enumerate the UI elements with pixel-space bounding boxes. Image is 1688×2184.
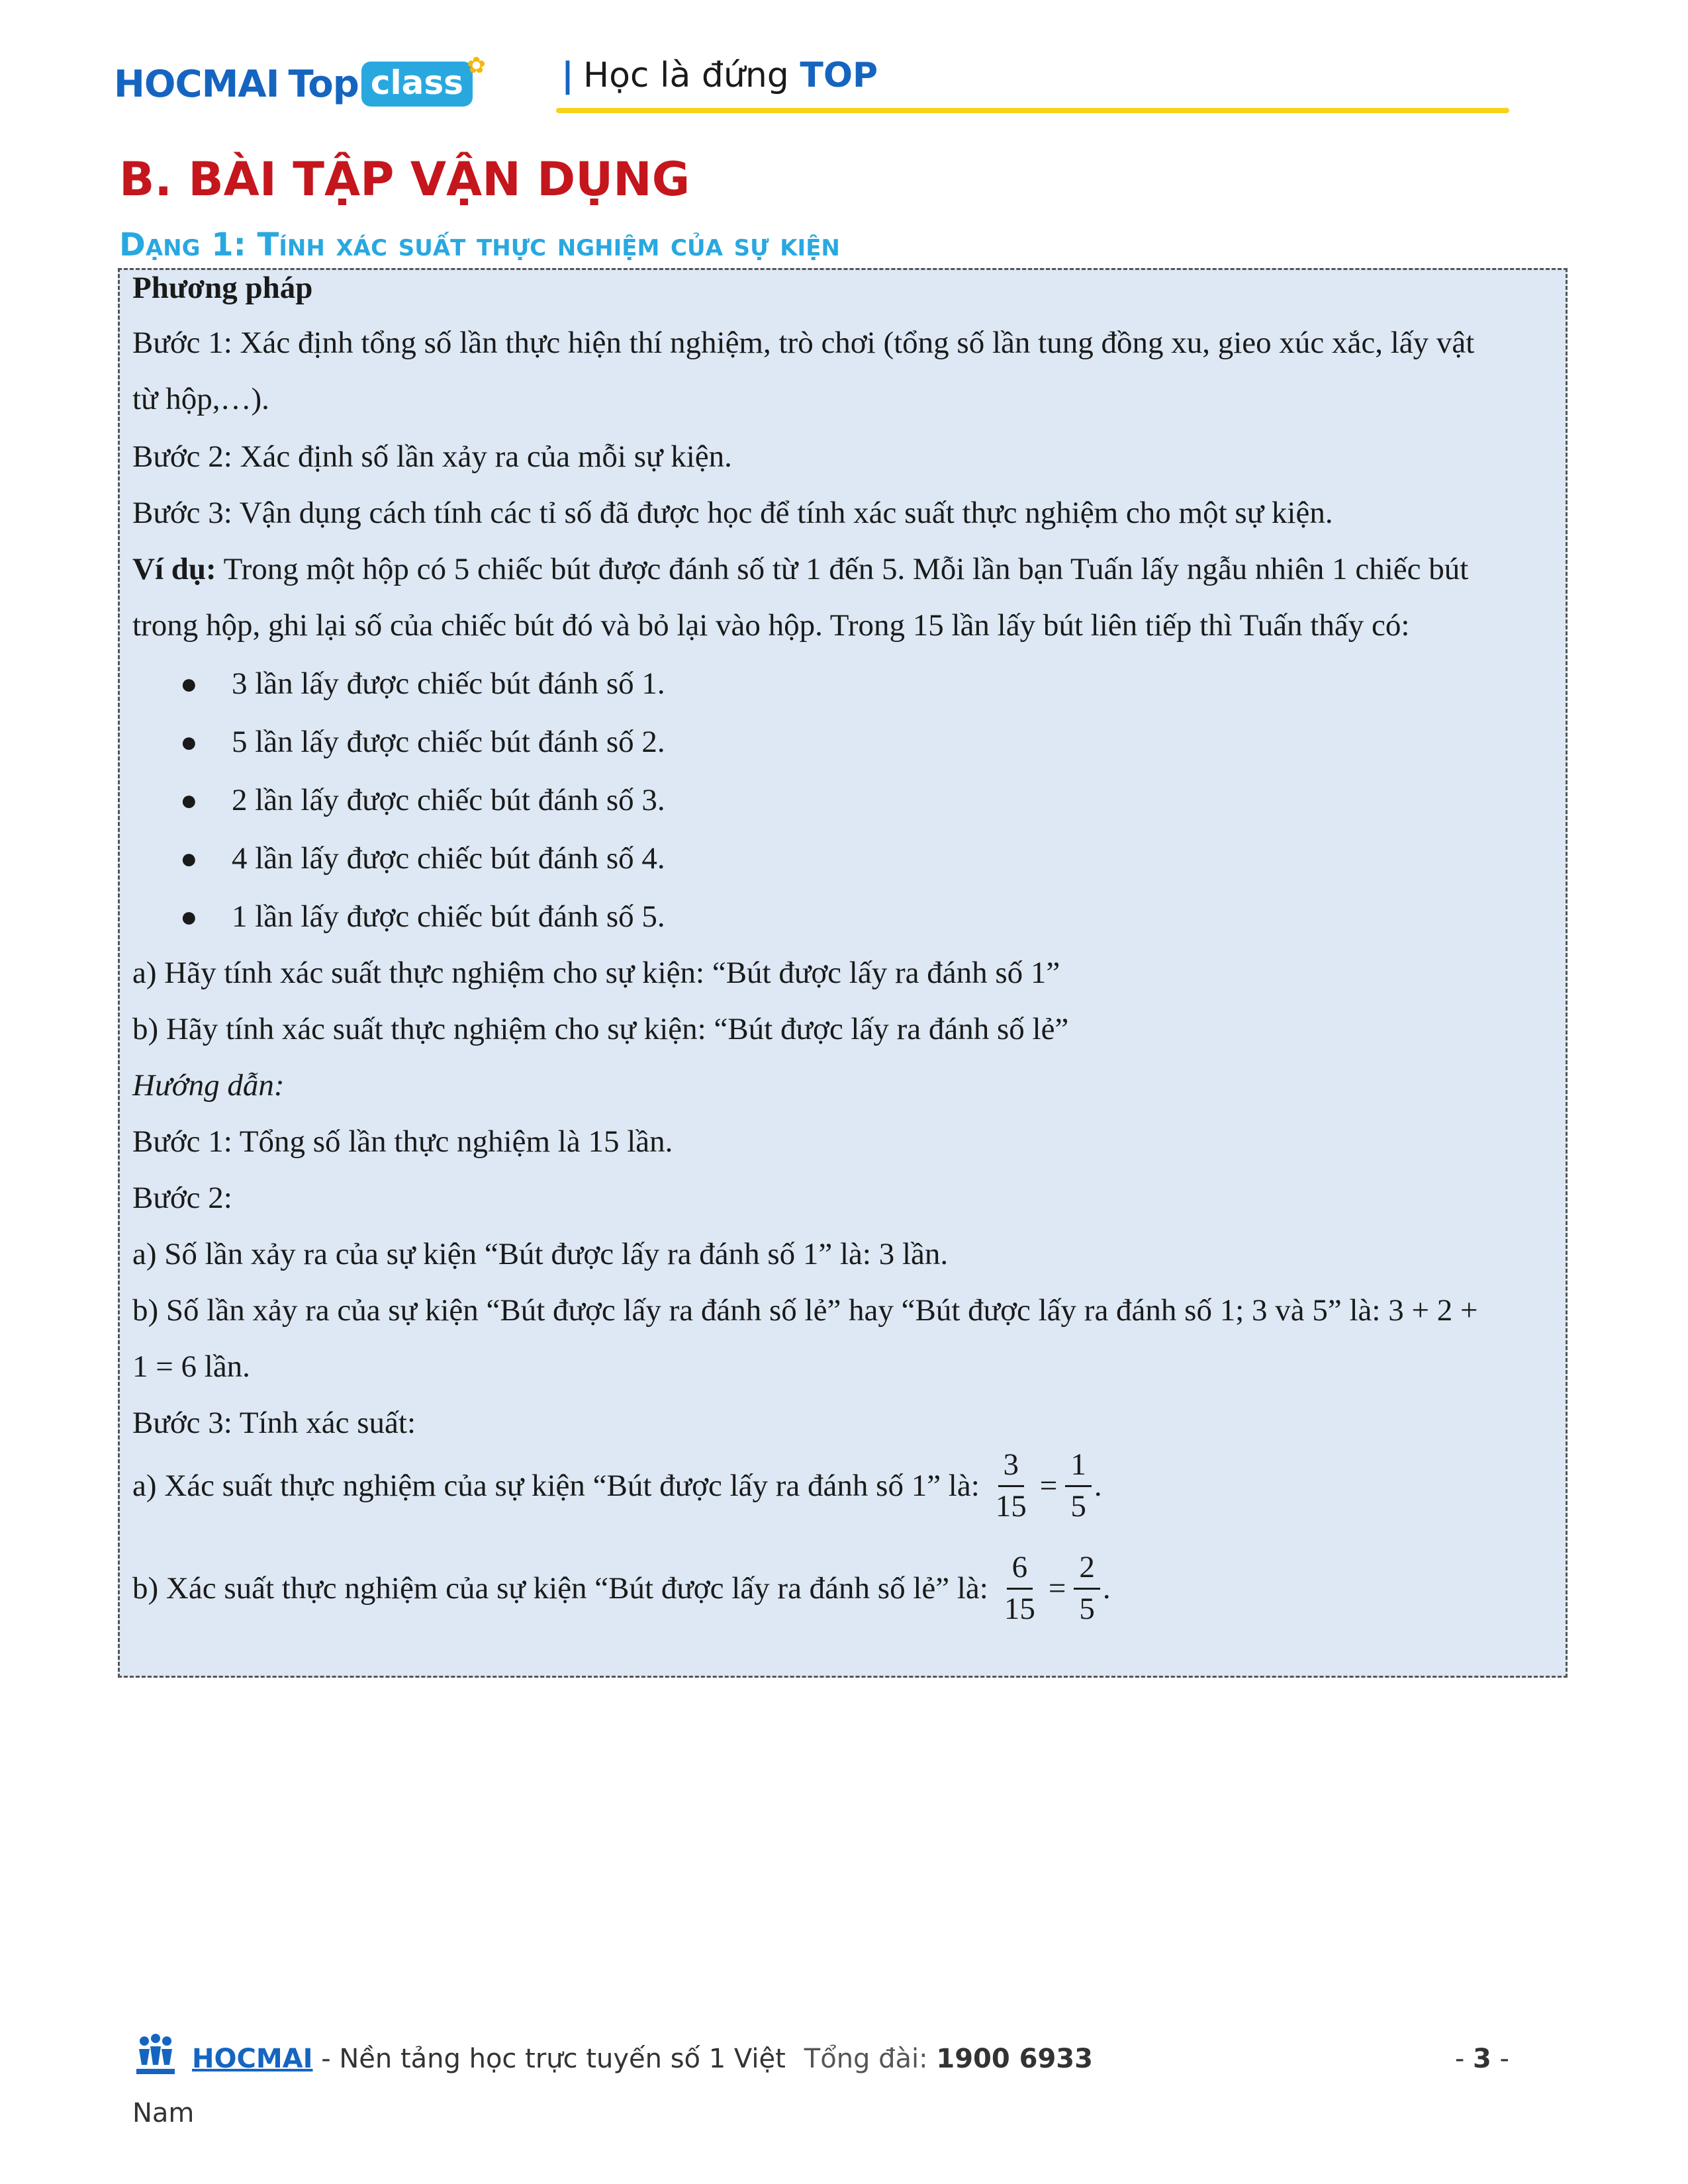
- method-step1-line1: Bước 1: Xác định tổng số lần thực hiện thí nghiệm, trò chơi (tổng số lần tung đồng xu, gieo xúc xắc, lấy vật: [132, 326, 1475, 360]
- page-suffix: -: [1491, 2044, 1509, 2074]
- guide-step2a: a) Số lần xảy ra của sự kiện “Bút được lấy ra đánh số 1” là: 3 lần.: [132, 1237, 949, 1271]
- equals-sign: =: [1039, 1469, 1058, 1504]
- subsection-title: Dạng 1: Tính xác suất thực nghiệm của sự kiện: [119, 226, 840, 263]
- fraction-numerator: 6: [1007, 1551, 1033, 1590]
- star-icon: ✿: [467, 52, 486, 79]
- method-heading: Phương pháp: [132, 271, 313, 305]
- guide-step1: Bước 1: Tổng số lần thực nghiệm là 15 lần.: [132, 1124, 673, 1159]
- bullet-text: 5 lần lấy được chiếc bút đánh số 2.: [232, 725, 665, 759]
- logo-class-badge: [361, 52, 486, 107]
- fraction-numerator: 2: [1074, 1551, 1100, 1590]
- page-number: [1455, 2044, 1509, 2074]
- fraction-denominator: 15: [995, 1488, 1027, 1524]
- footer-text: [192, 2044, 1093, 2074]
- example-line2: trong hộp, ghi lại số của chiếc bút đó và bỏ lại vào hộp. Trong 15 lần lấy bút liên tiếp thì Tuấn thấy có:: [132, 608, 1410, 643]
- method-step3: Bước 3: Vận dụng cách tính các tỉ số đã được học để tính xác suất thực nghiệm cho một sự kiện.: [132, 496, 1333, 530]
- guide-step2: Bước 2:: [132, 1181, 232, 1215]
- period: .: [1102, 1571, 1111, 1606]
- page-prefix: -: [1454, 2044, 1473, 2074]
- answer-a-text: a) Xác suất thực nghiệm của sự kiện “Bút được lấy ra đánh số 1” là:: [132, 1469, 980, 1504]
- page-footer: [132, 2032, 1509, 2131]
- bullet-dot: ●: [180, 901, 198, 933]
- method-step2: Bước 2: Xác định số lần xảy ra của mỗi sự kiện.: [132, 439, 732, 474]
- hocmai-people-icon: [132, 2032, 179, 2078]
- logo-top-text: Top: [288, 62, 359, 106]
- fraction-denominator: 5: [1070, 1488, 1086, 1524]
- footer-hotline: 1900 6933: [936, 2044, 1093, 2074]
- guide-label: Hướng dẫn:: [132, 1068, 285, 1103]
- bullet-text: 3 lần lấy được chiếc bút đánh số 1.: [232, 666, 665, 701]
- example-line1: [132, 551, 1468, 587]
- footer-brand-link[interactable]: HOCMAI: [192, 2044, 313, 2074]
- footer-hotline-label: Tổng đài:: [804, 2044, 937, 2074]
- fraction: [999, 1551, 1041, 1626]
- guide-step3: Bước 3: Tính xác suất:: [132, 1406, 416, 1440]
- guide-step2b-line2: 1 = 6 lần.: [132, 1349, 250, 1384]
- guide-step2b-line1: b) Số lần xảy ra của sự kiện “Bút được lấy ra đánh số lẻ” hay “Bút được lấy ra đánh số 1; 3 và 5” là: 3 + 2 +: [132, 1293, 1478, 1328]
- fraction-denominator: 15: [1004, 1591, 1035, 1626]
- period: .: [1094, 1469, 1102, 1504]
- example-label: Ví dụ:: [132, 552, 216, 586]
- fraction: [1074, 1551, 1100, 1626]
- slogan-text: Học là đứng: [583, 56, 800, 95]
- bullet-dot: ●: [180, 726, 198, 758]
- logo-class-text: class: [370, 64, 463, 102]
- bullet-dot: ●: [180, 842, 198, 875]
- footer-tagline-cont: Nam: [132, 2098, 195, 2128]
- answer-b-text: b) Xác suất thực nghiệm của sự kiện “Bút được lấy ra đánh số lẻ” là:: [132, 1571, 988, 1606]
- fraction-numerator: 1: [1065, 1448, 1092, 1487]
- logo-hocmai-text: HOCMAI: [114, 62, 279, 106]
- question-b: b) Hãy tính xác suất thực nghiệm cho sự kiện: “Bút được lấy ra đánh số lẻ”: [132, 1012, 1069, 1046]
- fraction-numerator: 3: [998, 1448, 1025, 1487]
- example-text-1: Trong một hộp có 5 chiếc bút được đánh số từ 1 đến 5. Mỗi lần bạn Tuấn lấy ngẫu nhiên 1 chiếc bút: [216, 552, 1469, 586]
- fraction: [990, 1448, 1032, 1524]
- fraction: [1065, 1448, 1092, 1524]
- footer-tagline: - Nền tảng học trực tuyến số 1 Việt: [312, 2044, 786, 2074]
- slogan-top: TOP: [800, 56, 878, 95]
- question-a: a) Hãy tính xác suất thực nghiệm cho sự kiện: “Bút được lấy ra đánh số 1”: [132, 956, 1060, 990]
- bullet-text: 4 lần lấy được chiếc bút đánh số 4.: [232, 841, 665, 876]
- method-step1-line2: từ hộp,…).: [132, 382, 269, 416]
- bullet-dot: ●: [180, 784, 198, 817]
- page-number-value: 3: [1473, 2044, 1491, 2074]
- header-rule: [556, 108, 1509, 113]
- hocmai-topclass-logo: [114, 52, 486, 114]
- header-slogan: [561, 56, 878, 95]
- equals-sign: =: [1048, 1571, 1066, 1606]
- bullet-dot: ●: [180, 668, 198, 700]
- section-title: B. BÀI TẬP VẬN DỤNG: [119, 152, 690, 206]
- bullet-text: 2 lần lấy được chiếc bút đánh số 3.: [232, 783, 665, 817]
- slogan-divider: |: [561, 56, 574, 95]
- fraction-denominator: 5: [1079, 1591, 1095, 1626]
- bullet-text: 1 lần lấy được chiếc bút đánh số 5.: [232, 899, 665, 934]
- answer-a: [132, 1448, 1102, 1524]
- answer-b: [132, 1551, 1111, 1626]
